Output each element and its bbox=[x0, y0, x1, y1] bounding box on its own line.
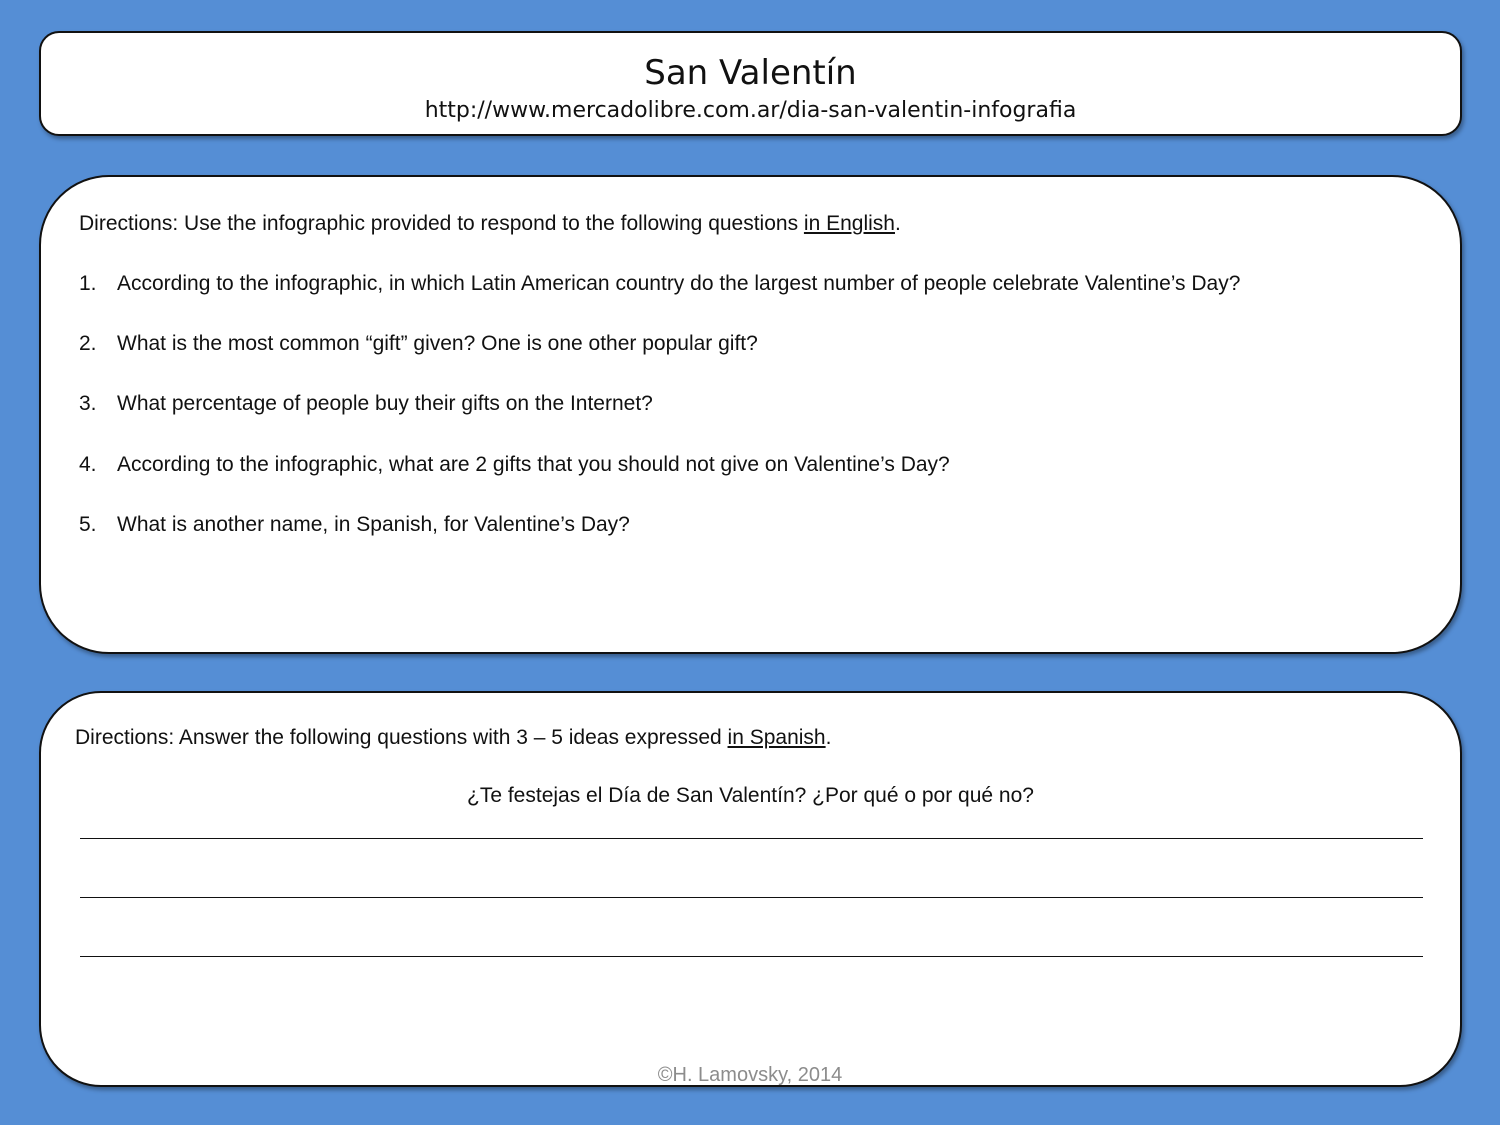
answer-line[interactable] bbox=[80, 897, 1423, 898]
answer-line[interactable] bbox=[80, 838, 1423, 839]
spanish-directions bbox=[75, 724, 831, 752]
question-text: What is another name, in Spanish, for Valentine’s Day? bbox=[117, 512, 630, 536]
question-text: What is the most common “gift” given? One is one other popular gift? bbox=[117, 332, 758, 356]
question-text: What percentage of people buy their gifts on the Internet? bbox=[117, 392, 653, 416]
question-number: 1. bbox=[79, 272, 97, 295]
spanish-directions-prefix: Directions: Answer the following questions with 3 – 5 ideas expressed bbox=[75, 726, 728, 749]
question-text: According to the infographic, in which Latin American country do the largest number of people celebrate Valentine’s Day? bbox=[117, 272, 1241, 295]
question-number: 5. bbox=[79, 512, 97, 536]
english-questions-panel bbox=[39, 175, 1462, 654]
english-directions-emphasis: in English bbox=[803, 212, 895, 235]
question-number: 4. bbox=[79, 452, 97, 476]
spanish-response-panel bbox=[39, 691, 1462, 1087]
spanish-directions-emphasis: in Spanish bbox=[727, 726, 826, 749]
answer-line[interactable] bbox=[80, 956, 1423, 957]
copyright-notice: ©H. Lamovsky, 2014 bbox=[657, 1064, 843, 1086]
source-url: http://www.mercadolibre.com.ar/dia-san-valentin-infografia bbox=[424, 98, 1077, 123]
question-text: According to the infographic, what are 2 gifts that you should not give on Valentine’s Day? bbox=[117, 452, 950, 476]
page-title: San Valentín bbox=[644, 53, 857, 93]
english-directions-suffix: . bbox=[894, 212, 901, 235]
spanish-directions-suffix: . bbox=[825, 726, 832, 749]
english-directions-prefix: Directions: Use the infographic provided to respond to the following questions bbox=[79, 212, 804, 235]
english-directions bbox=[79, 210, 901, 238]
spanish-prompt: ¿Te festejas el Día de San Valentín? ¿Por qué o por qué no? bbox=[467, 784, 1034, 807]
question-number: 3. bbox=[79, 392, 97, 416]
header-panel bbox=[39, 31, 1462, 136]
question-number: 2. bbox=[79, 332, 97, 356]
